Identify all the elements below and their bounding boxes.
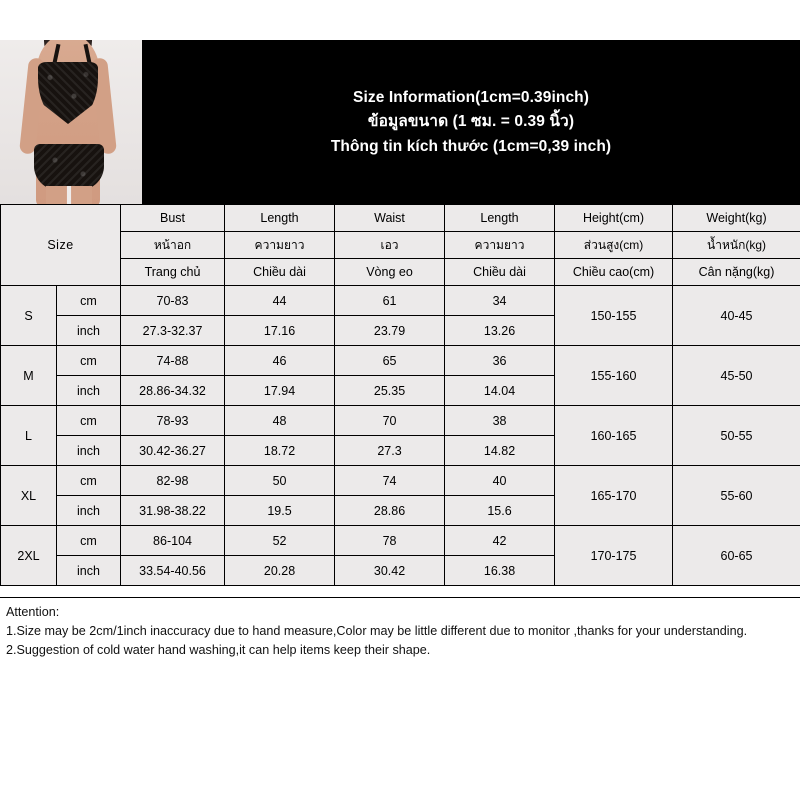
cell-waist-inch: 30.42 <box>335 556 445 586</box>
header-height-vi: Chiều cao(cm) <box>555 259 673 286</box>
cell-waist-inch: 27.3 <box>335 436 445 466</box>
header-bust-en: Bust <box>121 205 225 232</box>
cell-length1-inch: 17.94 <box>225 376 335 406</box>
cell-bust-inch: 30.42-36.27 <box>121 436 225 466</box>
row-size-label: 2XL <box>1 526 57 586</box>
cell-length1-inch: 19.5 <box>225 496 335 526</box>
header-weight-vi: Cân nặng(kg) <box>673 259 800 286</box>
title-line-th: ข้อมูลขนาด (1 ซม. = 0.39 นิ้ว) <box>367 113 575 131</box>
model-legs <box>46 186 92 204</box>
cell-bust-inch: 27.3-32.37 <box>121 316 225 346</box>
table-row <box>1 286 800 316</box>
cell-bust-cm: 86-104 <box>121 526 225 556</box>
cell-length2-inch: 13.26 <box>445 316 555 346</box>
header-height-th: ส่วนสูง(cm) <box>555 232 673 259</box>
header-weight-th: น้ำหนัก(kg) <box>673 232 800 259</box>
row-size-label: M <box>1 346 57 406</box>
cell-length1-cm: 52 <box>225 526 335 556</box>
table-row <box>1 466 800 496</box>
cell-length2-cm: 36 <box>445 346 555 376</box>
cell-length1-cm: 48 <box>225 406 335 436</box>
table-row <box>1 406 800 436</box>
row-size-label: L <box>1 406 57 466</box>
row-unit-cm: cm <box>57 526 121 556</box>
cell-weight: 55-60 <box>673 466 800 526</box>
cell-length2-cm: 34 <box>445 286 555 316</box>
cell-length2-cm: 38 <box>445 406 555 436</box>
row-unit-inch: inch <box>57 316 121 346</box>
size-table <box>0 204 800 586</box>
cell-waist-inch: 28.86 <box>335 496 445 526</box>
cell-length1-cm: 44 <box>225 286 335 316</box>
header-length2-vi: Chiều dài <box>445 259 555 286</box>
cell-waist-inch: 25.35 <box>335 376 445 406</box>
header-length1-vi: Chiều dài <box>225 259 335 286</box>
cell-bust-inch: 31.98-38.22 <box>121 496 225 526</box>
row-size-label: XL <box>1 466 57 526</box>
row-size-label: S <box>1 286 57 346</box>
table-header-row-th <box>1 232 800 259</box>
cell-bust-cm: 74-88 <box>121 346 225 376</box>
header-height-en: Height(cm) <box>555 205 673 232</box>
cell-bust-inch: 33.54-40.56 <box>121 556 225 586</box>
cell-waist-cm: 70 <box>335 406 445 436</box>
table-row <box>1 526 800 556</box>
title-line-vi: Thông tin kích thước (1cm=0,39 inch) <box>330 137 612 155</box>
table-header-row-en <box>1 205 800 232</box>
row-unit-inch: inch <box>57 556 121 586</box>
header-waist-en: Waist <box>335 205 445 232</box>
cell-height: 170-175 <box>555 526 673 586</box>
header-block <box>0 40 800 204</box>
title-bar <box>142 40 800 204</box>
cell-length2-cm: 42 <box>445 526 555 556</box>
title-line-en: Size Information(1cm=0.39inch) <box>353 88 589 106</box>
cell-bust-cm: 70-83 <box>121 286 225 316</box>
row-unit-cm: cm <box>57 286 121 316</box>
row-unit-inch: inch <box>57 496 121 526</box>
cell-length1-cm: 50 <box>225 466 335 496</box>
row-unit-cm: cm <box>57 406 121 436</box>
attention-heading: Attention: <box>6 605 60 619</box>
row-unit-cm: cm <box>57 466 121 496</box>
header-waist-th: เอว <box>335 232 445 259</box>
table-header-row-vi <box>1 259 800 286</box>
row-unit-cm: cm <box>57 346 121 376</box>
header-length1-th: ความยาว <box>225 232 335 259</box>
cell-waist-cm: 78 <box>335 526 445 556</box>
cell-height: 160-165 <box>555 406 673 466</box>
cell-length1-inch: 17.16 <box>225 316 335 346</box>
cell-weight: 60-65 <box>673 526 800 586</box>
cell-waist-cm: 61 <box>335 286 445 316</box>
attention-block <box>0 598 800 660</box>
cell-weight: 50-55 <box>673 406 800 466</box>
cell-length2-inch: 15.6 <box>445 496 555 526</box>
row-unit-inch: inch <box>57 376 121 406</box>
cell-waist-inch: 23.79 <box>335 316 445 346</box>
cell-length2-inch: 14.04 <box>445 376 555 406</box>
cell-weight: 45-50 <box>673 346 800 406</box>
cell-bust-cm: 78-93 <box>121 406 225 436</box>
cell-length2-inch: 16.38 <box>445 556 555 586</box>
cell-length2-cm: 40 <box>445 466 555 496</box>
cell-bust-inch: 28.86-34.32 <box>121 376 225 406</box>
cell-length1-inch: 18.72 <box>225 436 335 466</box>
cell-length1-cm: 46 <box>225 346 335 376</box>
bodysuit-lace-bottom <box>34 144 104 190</box>
attention-note-1: 1.Size may be 2cm/1inch inaccuracy due to hand measure,Color may be little different due to monitor ,thanks for your understanding. <box>6 624 748 639</box>
model-illustration <box>0 40 142 204</box>
cell-length1-inch: 20.28 <box>225 556 335 586</box>
header-waist-vi: Vòng eo <box>335 259 445 286</box>
product-photo <box>0 40 142 204</box>
cell-waist-cm: 65 <box>335 346 445 376</box>
cell-bust-cm: 82-98 <box>121 466 225 496</box>
header-length1-en: Length <box>225 205 335 232</box>
table-row <box>1 346 800 376</box>
cell-height: 155-160 <box>555 346 673 406</box>
header-length2-en: Length <box>445 205 555 232</box>
cell-height: 165-170 <box>555 466 673 526</box>
cell-length2-inch: 14.82 <box>445 436 555 466</box>
cell-waist-cm: 74 <box>335 466 445 496</box>
cell-weight: 40-45 <box>673 286 800 346</box>
header-size-corner: Size <box>1 205 121 286</box>
cell-height: 150-155 <box>555 286 673 346</box>
attention-note-2: 2.Suggestion of cold water hand washing,it can help items keep their shape. <box>6 643 431 658</box>
header-bust-th: หน้าอก <box>121 232 225 259</box>
row-unit-inch: inch <box>57 436 121 466</box>
header-length2-th: ความยาว <box>445 232 555 259</box>
header-weight-en: Weight(kg) <box>673 205 800 232</box>
header-bust-vi: Trang chủ <box>121 259 225 286</box>
